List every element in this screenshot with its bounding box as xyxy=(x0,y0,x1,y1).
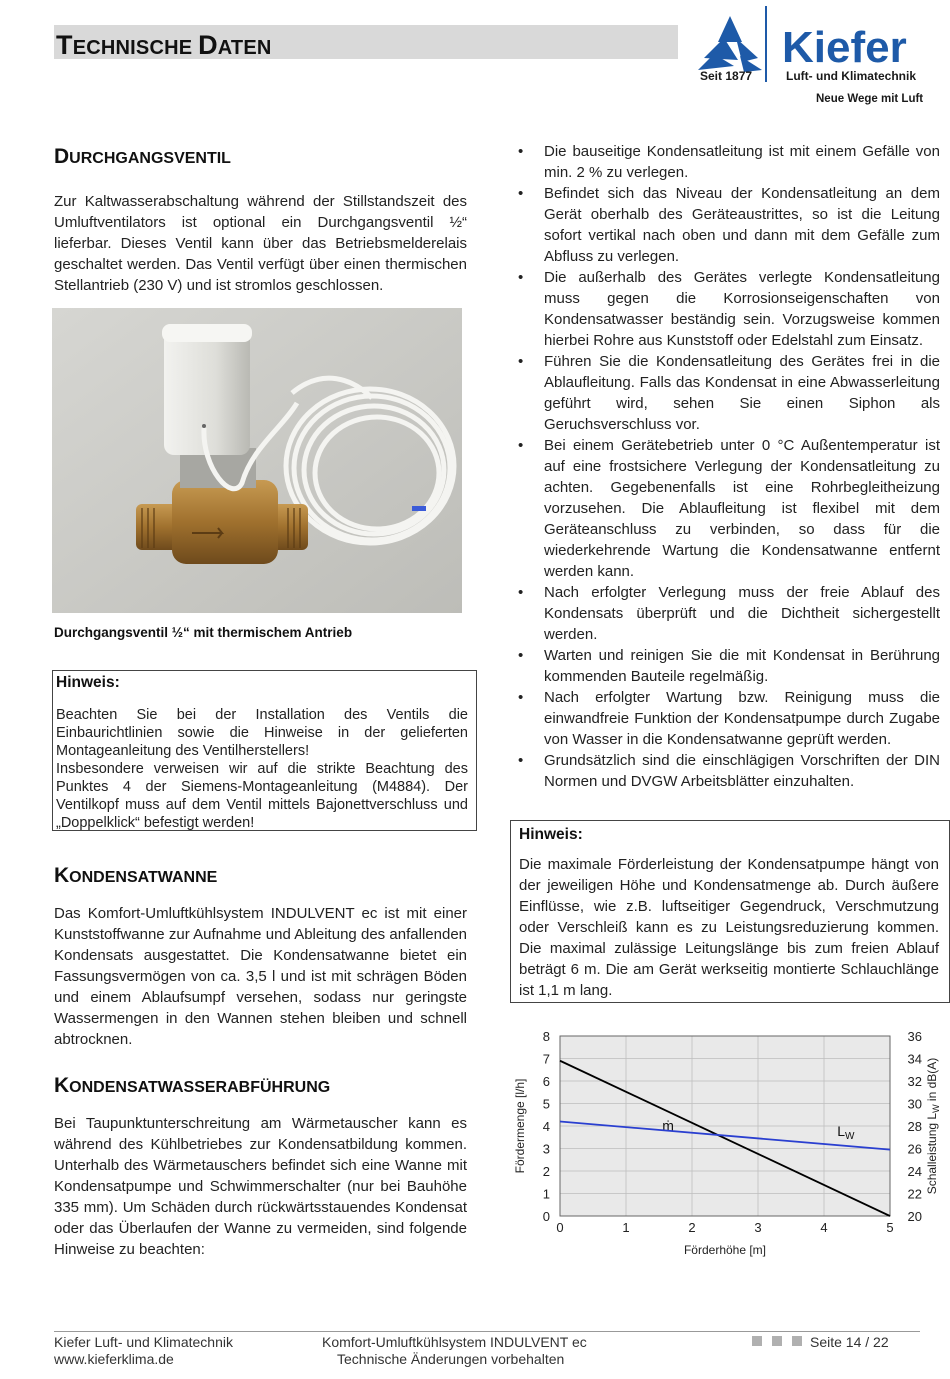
y-right-tick-label: 36 xyxy=(907,1029,922,1044)
x-tick-label: 3 xyxy=(754,1220,762,1235)
y-tick-label: 7 xyxy=(542,1051,550,1067)
heading-kondensatwanne: KONDENSATWANNE xyxy=(54,864,218,887)
y-right-tick-label: 26 xyxy=(907,1141,922,1157)
list-item: • Warten und reinigen Sie die mit Kondensat in Berührung kommenden Bauteile regelmäßig. xyxy=(516,645,940,687)
footer-square-icon xyxy=(752,1336,762,1346)
x-tick-label: 2 xyxy=(688,1220,696,1235)
list-item: • Führen Sie die Kondensatleitung des Gerätes frei in die Ablaufleitung. Falls das Kondensat in eine Abwasserleitung geführt wird, sehen Sie einen Siphon als Geruchsverschluss vor. xyxy=(516,351,940,435)
tree-icon xyxy=(698,16,762,72)
footer-product: Komfort-Umluftkühlsystem INDULVENT ec xyxy=(322,1334,587,1350)
x-tick-label: 1 xyxy=(622,1220,630,1235)
y-tick-label: 4 xyxy=(542,1119,550,1134)
y-tick-label: 8 xyxy=(542,1029,550,1044)
logo-division: Luft- und Klimatechnik xyxy=(786,69,916,83)
y-right-tick-label: 34 xyxy=(907,1051,922,1067)
hinweis-box-left xyxy=(52,670,477,831)
footer-notice: Technische Änderungen vorbehalten xyxy=(337,1351,565,1367)
footer-website: www.kieferklima.de xyxy=(54,1351,174,1367)
y-tick-label: 6 xyxy=(542,1074,550,1089)
series-label: ṁ xyxy=(662,1117,674,1134)
y-axis-label: Fördermenge [l/h] xyxy=(513,1078,527,1174)
footer-square-icon xyxy=(772,1336,782,1346)
y-tick-label: 1 xyxy=(542,1186,550,1202)
x-tick-label: 5 xyxy=(886,1220,894,1235)
kondensatwanne-text: Das Komfort-Umluftkühlsystem INDULVENT ec ist mit einer Kunststoffwanne zur Aufnahme und Ableitung des anfallenden Kondensats ausgestattet. Die Kondensatwanne bietet ein Fassungsvermögen von ca. 3,5 l und ist mit schrägen Böden und einem Ablaufsumpf versehen, sodass nur geringste Wassermengen in den Wannen stehen bleiben und schnell abtrocknen. xyxy=(54,905,467,1048)
list-item: • Die außerhalb des Gerätes verlegte Kondensatleitung muss gegen die Korrosionseigenschaften von Kondensatwasser beständig sein. Vorzugsweise kommen hierbei Rohre aus Kunststoff oder Edelstahl zum Einsatz. xyxy=(516,267,940,351)
photo-caption: Durchgangsventil ½“ mit thermischem Antrieb xyxy=(54,625,353,640)
pump-curve-chart xyxy=(506,1022,946,1262)
y-tick-label: 2 xyxy=(542,1164,550,1179)
y-right-axis-label: Schalleistung $L_W$ in dB(A) xyxy=(925,1057,941,1195)
y-tick-label: 0 xyxy=(542,1209,550,1224)
y-tick-label: 3 xyxy=(542,1141,550,1157)
page-title: TECHNISCHE DATEN xyxy=(56,30,272,60)
hinweis-label-right: Hinweis: xyxy=(519,826,583,843)
hinweis-text-left-1: Beachten Sie bei der Installation des Ventils die Einbaurichtlinien sowie die Hinweise in der gelieferten Montageanleitung des Ventilherstellers! xyxy=(56,707,468,759)
list-item: • Grundsätzlich sind die einschlägigen Vorschriften der DIN Normen und DVGW Arbeitsblätter einzuhalten. xyxy=(516,750,940,792)
series-label: $L_W$ xyxy=(837,1123,855,1143)
durchgangsventil-text: Zur Kaltwasserabschaltung während der Stillstandszeit des Umluftventilators ist optional ein Durchgangsventil ½“ lieferbar. Dieses Ventil kann über das Betriebsmelderelais geschaltet werden. Das Ventil verfügt über einen thermischen Stellantrieb (230 V) und ist stromlos geschlossen. xyxy=(54,193,467,294)
y-tick-label: 5 xyxy=(542,1096,550,1112)
hinweis-label-left: Hinweis: xyxy=(56,674,120,691)
list-item: • Nach erfolgter Wartung bzw. Reinigung muss die einwandfreie Funktion der Kondensatpumpe durch Zugabe von Wasser in die Kondensatwanne geprüft werden. xyxy=(516,687,940,750)
heading-durchgangsventil: DURCHGANGSVENTIL xyxy=(54,145,231,168)
list-item: • Nach erfolgter Verlegung muss der freie Ablauf des Kondensats überprüft und die Dichtheit sichergestellt werden. xyxy=(516,582,940,645)
kiefer-logo xyxy=(694,4,934,108)
footer-rule xyxy=(54,1331,920,1332)
list-item: • Befindet sich das Niveau der Kondensatleitung an dem Gerät oberhalb des Geräteaustrittes, so ist die Leitung sofort vertikal nach oben und dann mit dem Gefälle zum Abfluss zu verlegen. xyxy=(516,183,940,267)
kondensatwasserabfuehrung-text: Bei Taupunktunterschreitung am Wärmetauscher kann es während des Kühlbetriebes zur Kondensatbildung kommen. Unterhalb des Wärmetauschers befindet sich eine Wanne mit Kondensatpumpe und Schwimmerschalter (nur bei Bauhöhe 335 mm). Um Schäden durch rückwärtsstauendes Kondensat oder das Überlaufen der Wanne zu vermeiden, sind folgende Hinweise zu beachten: xyxy=(54,1115,467,1258)
footer-square-icon xyxy=(792,1336,802,1346)
heading-kondensatwasserabfuehrung: KONDENSATWASSERABFÜHRUNG xyxy=(54,1074,331,1097)
list-item: • Die bauseitige Kondensatleitung ist mit einem Gefälle von min. 2 % zu verlegen. xyxy=(516,141,940,183)
footer-company: Kiefer Luft- und Klimatechnik xyxy=(54,1334,233,1350)
hinweis-box-right xyxy=(510,820,950,1003)
list-item: • Bei einem Gerätebetrieb unter 0 °C Außentemperatur ist auf eine frostsichere Verlegung der Kondensatleitung zu achten. Gegebenenfalls ist eine Rohrbegleitheizung vorzusehen. Die Ablaufleitung ist flexibel mit dem Geräteanschluss zu verbinden, so dass für die wiederkehrende Wartung die Kondensatwanne entfernt werden kann. xyxy=(516,435,940,582)
x-tick-label: 4 xyxy=(820,1220,828,1235)
logo-slogan: Neue Wege mit Luft xyxy=(816,93,924,105)
logo-brand: Kiefer xyxy=(782,23,907,72)
footer-page-number: Seite 14 / 22 xyxy=(810,1334,889,1350)
x-tick-label: 0 xyxy=(556,1220,564,1235)
y-right-tick-label: 20 xyxy=(907,1209,922,1224)
hinweise-list xyxy=(516,141,940,792)
y-right-tick-label: 30 xyxy=(907,1096,922,1112)
y-right-tick-label: 24 xyxy=(907,1164,922,1179)
hinweis-text-left-2: Insbesondere verweisen wir auf die strikte Beachtung des Punktes 4 der Siemens-Montageanleitung (M4884). Der Ventilkopf muss auf dem Ventil mittels Bajonettverschluss und „Doppelklick“ befestigt werden! xyxy=(56,761,468,831)
valve-photo xyxy=(52,308,462,613)
x-axis-label: Förderhöhe [m] xyxy=(683,1243,767,1257)
y-right-tick-label: 28 xyxy=(907,1119,922,1134)
hinweis-text-right: Die maximale Förderleistung der Kondensatpumpe hängt von der jeweiligen Höhe und Kondensatmenge ab. Durch äußere Einflüsse, wie z.B. luftseitiger Gegendruck, Verschmutzung oder Verschleiß kann es zu Leistungsreduzierung kommen. Die maximal zulässige Leitungslänge bis zum freien Ablauf beträgt 6 m. Die am Gerät werkseitig montierte Schlauchlänge ist 1,1 m lang. xyxy=(519,856,939,999)
y-right-tick-label: 32 xyxy=(907,1074,922,1089)
y-right-tick-label: 22 xyxy=(907,1186,922,1202)
logo-since: Seit 1877 xyxy=(700,69,753,83)
